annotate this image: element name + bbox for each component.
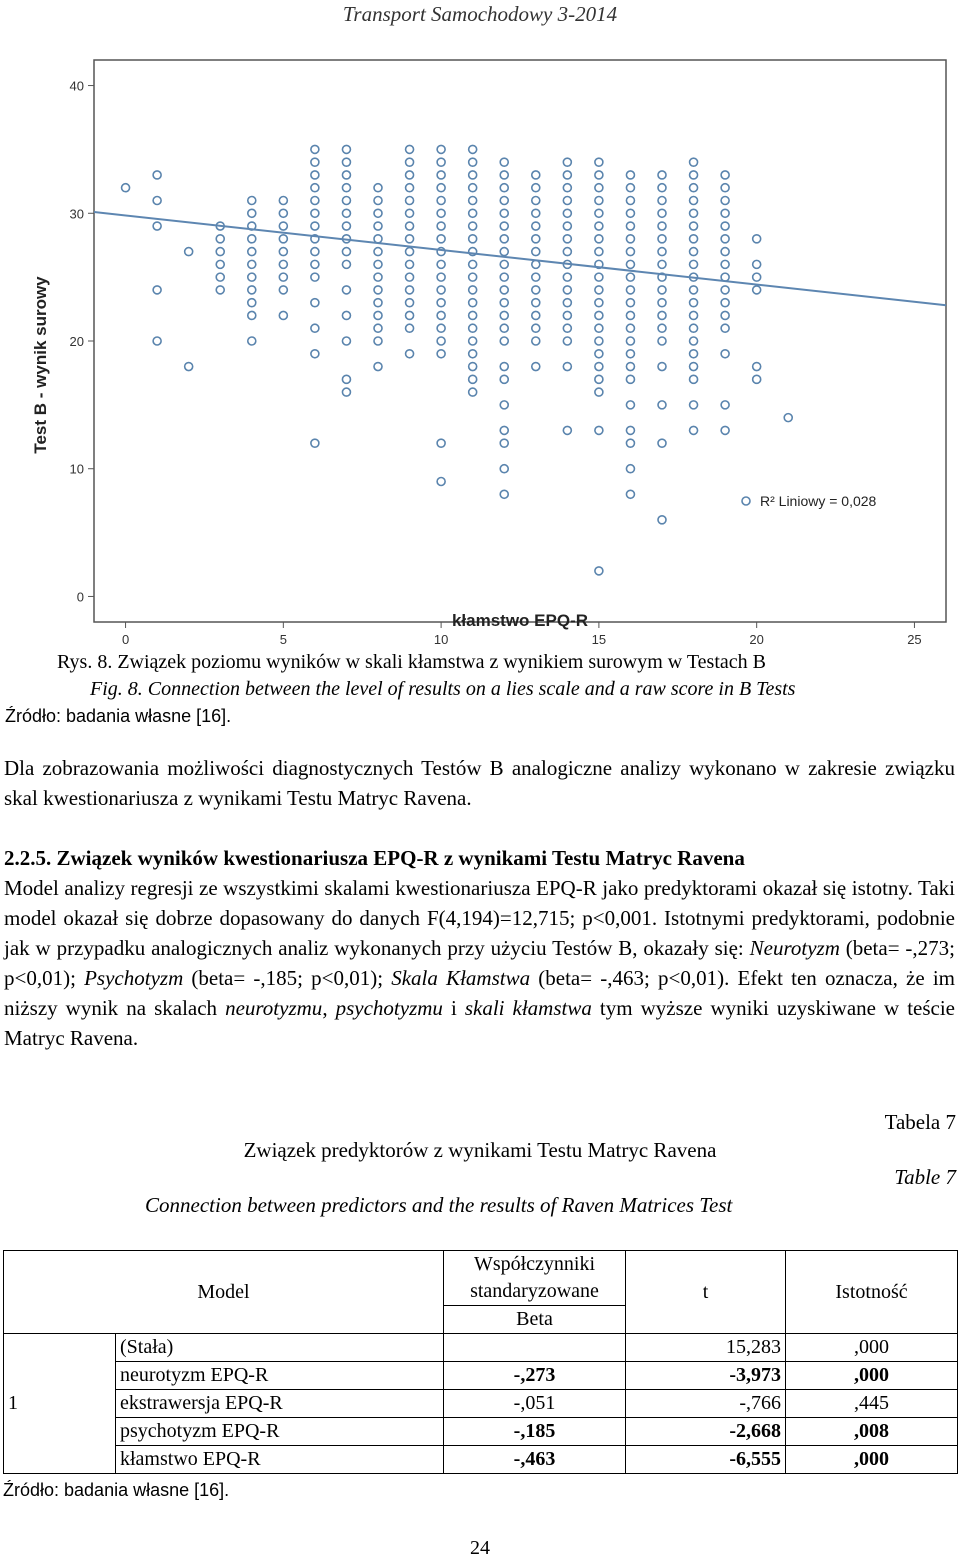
emphasis: psychotyzmu [335,996,443,1020]
header-model: Model [4,1251,444,1334]
row-sig: ,445 [786,1390,958,1418]
legend [742,493,877,509]
x-tick-label: 10 [433,632,449,647]
x-tick-label: 25 [907,632,922,647]
y-tick-label: 40 [69,78,84,94]
x-tick-label: 20 [749,632,764,647]
table-title-en: Connection between predictors and the results of Raven Matrices Test [145,1193,733,1217]
figure-caption-pl: Rys. 8. Związek poziomu wyników w skali kłamstwa z wynikiem surowym w Testach B [57,651,766,673]
y-tick-label: 20 [69,334,84,349]
emphasis: Psychotyzm [84,966,184,990]
body-text: (beta= -,463; p<0,01). Efekt ten oznacza, że im niższy wynik na skalach [4,966,955,1020]
row-sig: ,000 [786,1334,958,1362]
model-number: 1 [4,1334,116,1474]
header-coefficients [444,1251,626,1306]
table-title-pl: Związek predyktorów z wynikami Testu Matryc Ravena [243,1138,717,1162]
row-t: -2,668 [626,1418,786,1446]
table-row [4,1418,958,1446]
y-tick-label: 30 [69,206,84,222]
journal-header: Transport Samochodowy 3-2014 [342,2,618,26]
table-row [4,1362,958,1390]
row-beta: -,185 [444,1418,626,1446]
y-tick-label: 0 [76,589,84,605]
row-beta [444,1334,626,1362]
emphasis: Skala Kłamstwa [391,966,531,990]
body-text: (beta= -,185; p<0,01); [183,966,392,990]
table-row [4,1446,958,1474]
figure-source: Źródło: badania własne [16]. [5,706,232,726]
row-t: -,766 [626,1390,786,1418]
row-sig: ,000 [786,1362,958,1390]
header-coef-line2: standaryzowane [470,1280,599,1302]
row-beta: -,273 [444,1362,626,1390]
row-label: ekstrawersja EPQ-R [116,1390,444,1418]
row-beta: -,051 [444,1390,626,1418]
row-t: -6,555 [626,1446,786,1474]
plot-area [94,60,946,622]
emphasis: skali kłamstwa [464,996,592,1020]
body-text: (beta= -,273; p<0,01); [4,936,955,990]
table-row [4,1334,958,1362]
y-tick-label: 10 [69,461,84,477]
table-number-en: Table 7 [894,1165,956,1189]
body-text: tym wyższe wyniki uzyskiwane w teście Matryc Ravena. [4,996,955,1050]
results-table [3,1250,958,1474]
row-label: neurotyzm EPQ-R [116,1362,444,1390]
table-row [4,1390,958,1418]
x-tick-label: 15 [591,632,607,647]
paragraph-intro: Dla zobrazowania możliwości diagnostycznych Testów B analogiczne analizy wykonano w zakresie związku skal kwestionariusza z wynikami Testu Matryc Ravena. [4,756,955,810]
x-tick-label: 5 [279,632,287,647]
section-heading: 2.2.5. Związek wyników kwestionariusza EPQ-R z wynikami Testu Matryc Ravena [4,846,745,870]
legend-label: R² Liniowy = 0,028 [760,493,877,509]
x-tick-label: 0 [121,632,130,647]
emphasis: Neurotyzm [749,936,840,960]
row-beta: -,463 [444,1446,626,1474]
table-number-pl: Tabela 7 [884,1110,956,1134]
row-label: psychotyzm EPQ-R [116,1418,444,1446]
row-label: kłamstwo EPQ-R [116,1446,444,1474]
header-coef-line1: Współczynniki [473,1253,596,1275]
row-label: (Stała) [116,1334,444,1362]
emphasis: neurotyzmu [225,996,323,1020]
body-text: Model analizy regresji ze wszystkimi skalami kwestionariusza EPQ-R jako predyktorami okazał się istotny. Taki model okazał się dobrze dopasowany do danych F(4,194)=12,715; p<0,001. Istotnymi predyktorami, podobnie jak w przypadku analogicznych analiz wykonanych przy użyciu Testów B, okazały się: [4,876,955,960]
figure-caption-en: Fig. 8. Connection between the level of results on a lies scale and a raw score in B Tests [90,678,796,700]
header-significance: Istotność [786,1251,958,1334]
row-sig: ,000 [786,1446,958,1474]
body-text: i [442,996,465,1020]
scatter-chart [0,45,960,647]
row-t: -3,973 [626,1362,786,1390]
y-axis-label: Test B - wynik surowy [31,276,50,454]
row-sig: ,008 [786,1418,958,1446]
header-t: t [626,1251,786,1334]
table-source: Źródło: badania własne [16]. [3,1480,230,1500]
x-axis-label: kłamstwo EPQ-R [451,611,589,630]
y-axis [70,79,94,605]
header-beta: Beta [444,1306,626,1334]
body-text: , [322,996,336,1020]
section-2-2-5 [4,843,955,1053]
row-t: 15,283 [626,1334,786,1362]
page-number: 24 [470,1537,490,1559]
